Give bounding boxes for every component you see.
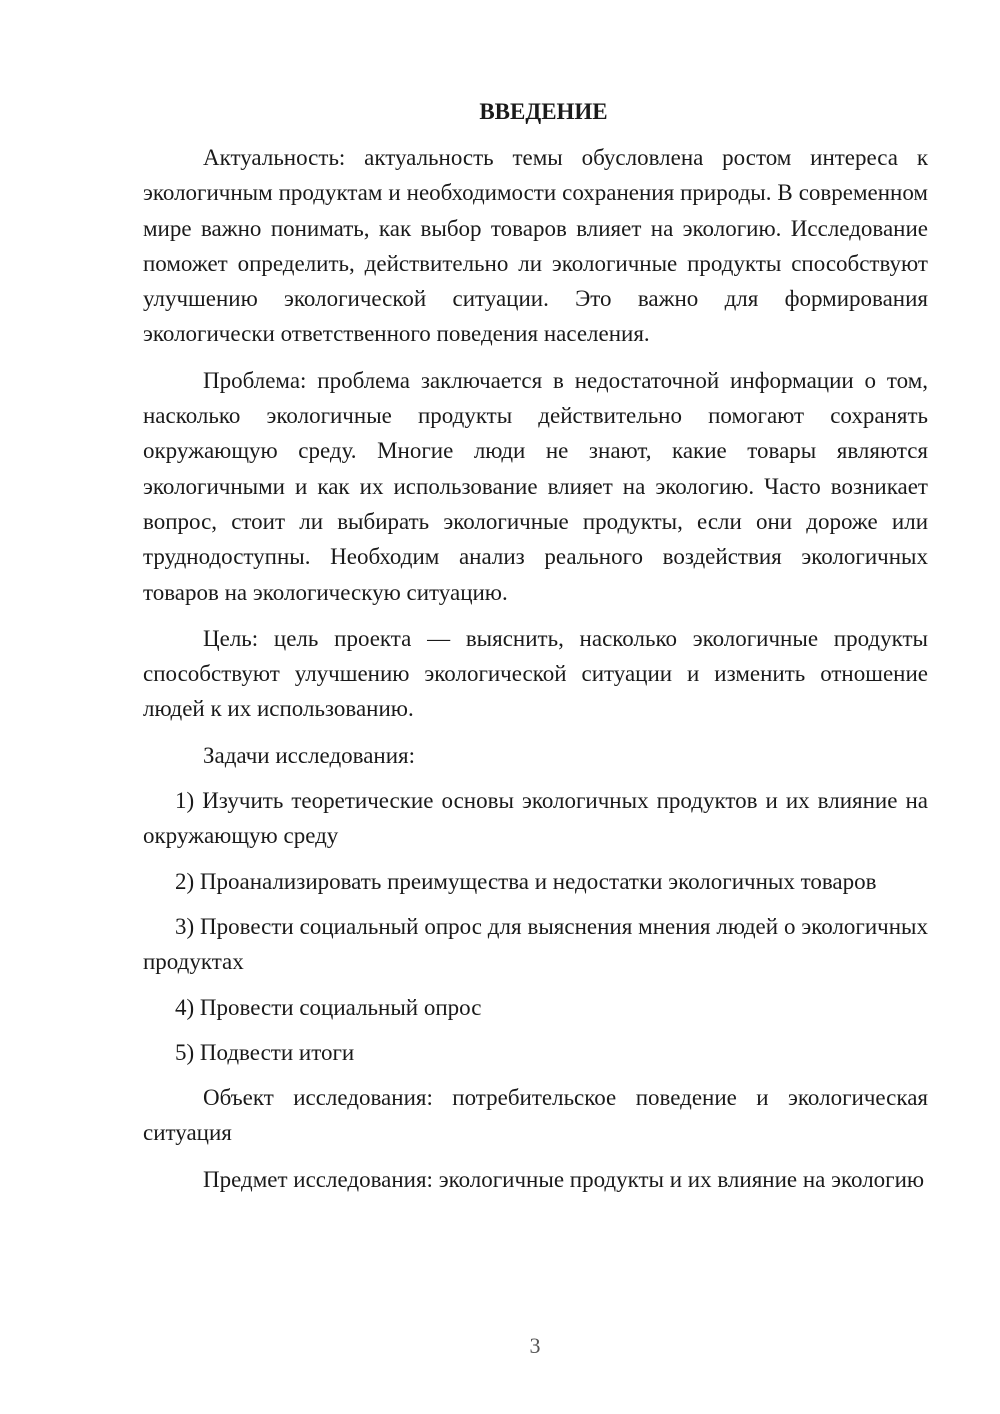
task-item-4: 4) Провести социальный опрос xyxy=(175,994,482,1020)
goal-paragraph: Цель: цель проекта — выяснить, насколько экологичные продукты способствуют улучшению экологической ситуации и изменить отношение людей к их использованию. xyxy=(143,625,928,722)
subject-paragraph: Предмет исследования: экологичные продукты и их влияние на экологию xyxy=(203,1166,925,1192)
relevance-paragraph: Актуальность: актуальность темы обусловлена ростом интереса к экологичным продуктам и необходимости сохранения природы. В современном мире важно понимать, как выбор товаров влияет на экологию. Исследование поможет определить, действительно ли экологичные продукты способствуют улучшению экологической ситуации. Это важно для формирования экологически ответственного поведения населения. xyxy=(143,145,928,347)
page-number: 3 xyxy=(529,1333,541,1358)
tasks-heading: Задачи исследования: xyxy=(203,742,416,768)
section-title: ВВЕДЕНИЕ xyxy=(479,99,608,124)
task-item-3: 3) Провести социальный опрос для выяснения мнения людей о экологичных продуктах xyxy=(143,913,928,975)
task-item-5: 5) Подвести итоги xyxy=(175,1039,355,1065)
object-paragraph: Объект исследования: потребительское поведение и экологическая ситуация xyxy=(143,1085,928,1146)
task-item-2: 2) Проанализировать преимущества и недостатки экологичных товаров xyxy=(175,868,877,894)
page-content xyxy=(143,94,928,1208)
problem-paragraph: Проблема: проблема заключается в недостаточной информации о том, насколько экологичные продукты действительно помогают сохранять окружающую среду. Многие люди не знают, какие товары являются экологичными и как их использование влияет на экологию. Часто возникает вопрос, стоит ли выбирать экологичные продукты, если они дороже или труднодоступны. Необходим анализ реального воздействия экологичных товаров на экологическую ситуацию. xyxy=(143,367,928,605)
task-item-1: 1) Изучить теоретические основы экологичных продуктов и их влияние на окружающую среду xyxy=(143,788,928,849)
